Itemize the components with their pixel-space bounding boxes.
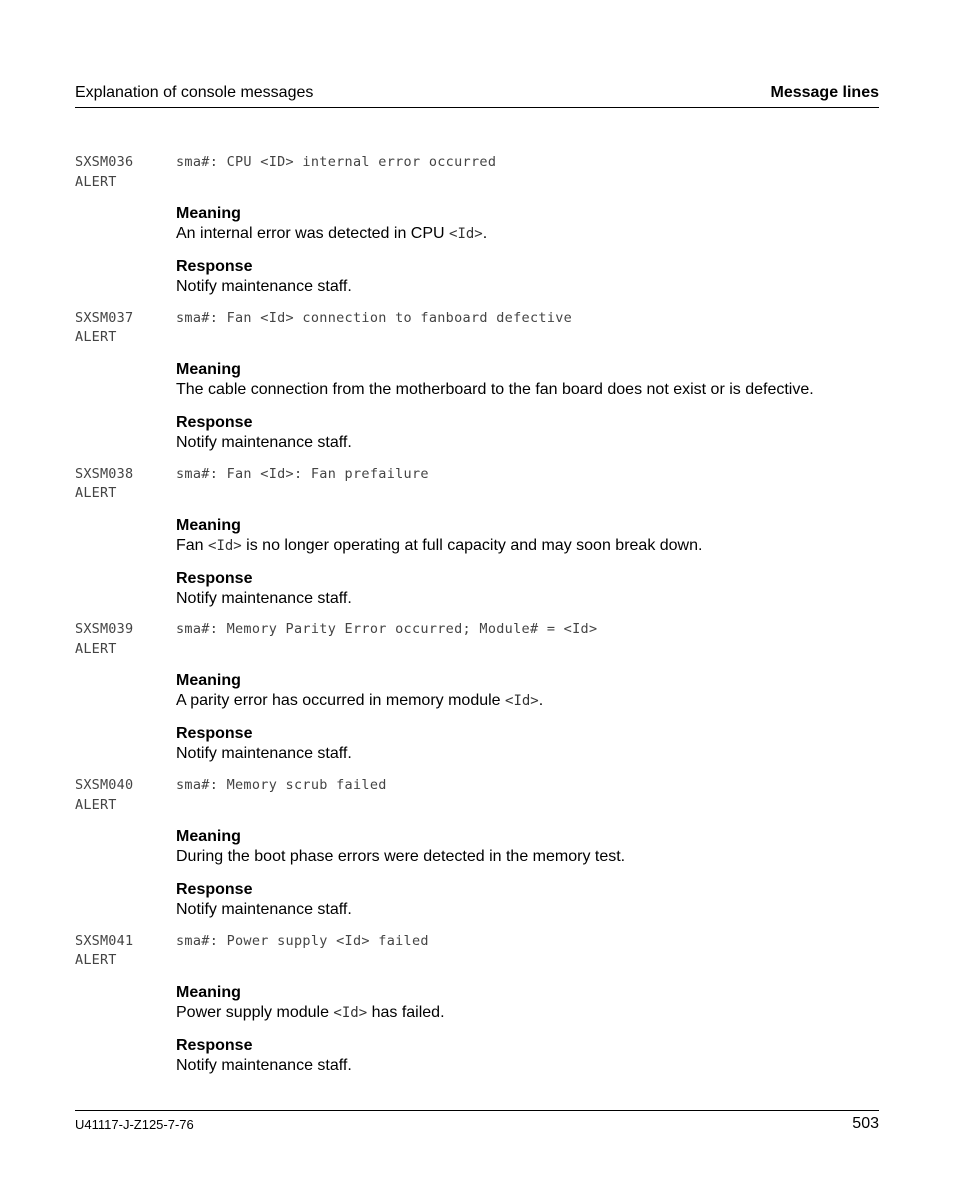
response-text: Notify maintenance staff.	[176, 745, 352, 763]
message-text: sma#: Fan <Id> connection to fanboard defective	[176, 309, 573, 326]
message-id: SXSM036	[75, 154, 134, 170]
meaning-heading: Meaning	[176, 205, 241, 222]
meaning-heading: Meaning	[176, 360, 241, 378]
message-severity: ALERT	[75, 329, 117, 346]
message-entry	[75, 776, 879, 932]
meaning-text: During the boot phase errors were detected in the memory test.	[176, 848, 626, 866]
message-code	[75, 932, 133, 971]
message-severity: ALERT	[75, 485, 117, 502]
meaning-section	[176, 983, 445, 1023]
response-heading: Response	[176, 258, 253, 275]
response-heading: Response	[176, 413, 253, 431]
meaning-text: Fan <Id> is no longer operating at full capacity and may soon break down.	[176, 536, 703, 554]
response-text: Notify maintenance staff.	[176, 433, 352, 451]
id-placeholder: <Id>	[505, 693, 539, 710]
response-text: Notify maintenance staff.	[176, 901, 352, 919]
meaning-text: Power supply module <Id> has failed.	[176, 1003, 445, 1021]
document-id: U41117-J-Z125-7-76	[75, 1117, 194, 1132]
message-text: sma#: Memory Parity Error occurred; Module# = <Id>	[176, 621, 598, 638]
message-list	[75, 153, 879, 1088]
response-section	[176, 880, 352, 920]
message-code	[75, 465, 133, 504]
id-placeholder: <Id>	[333, 1004, 368, 1021]
response-heading: Response	[176, 881, 253, 899]
response-text: Notify maintenance staff.	[176, 1056, 352, 1074]
message-code	[75, 309, 133, 348]
message-entry	[75, 153, 879, 309]
message-severity: ALERT	[75, 640, 117, 657]
meaning-section	[176, 827, 625, 867]
page-number: 503	[852, 1115, 879, 1132]
meaning-heading: Meaning	[176, 516, 241, 534]
header-title: Explanation of console messages	[75, 84, 314, 101]
id-placeholder: <Id>	[208, 537, 242, 554]
response-section	[176, 569, 352, 609]
message-entry	[75, 932, 879, 1088]
meaning-section	[176, 204, 487, 244]
message-code	[75, 620, 133, 659]
header-section: Message lines	[770, 84, 879, 101]
response-text: Notify maintenance staff.	[176, 589, 352, 607]
message-id: SXSM037	[75, 309, 134, 326]
meaning-heading: Meaning	[176, 672, 241, 690]
response-heading: Response	[176, 1036, 253, 1054]
id-placeholder: <Id>	[449, 226, 483, 242]
response-section	[176, 257, 352, 297]
meaning-text: The cable connection from the motherboard to the fan board does not exist or is defective.	[176, 380, 814, 398]
message-text: sma#: Power supply <Id> failed	[176, 932, 429, 949]
message-id: SXSM039	[75, 621, 134, 638]
page-footer	[75, 1110, 879, 1132]
message-severity: ALERT	[75, 796, 117, 813]
message-entry	[75, 620, 879, 776]
meaning-section	[176, 516, 702, 556]
message-code	[75, 776, 133, 815]
meaning-section	[176, 671, 543, 711]
response-heading: Response	[176, 725, 253, 743]
meaning-text: A parity error has occurred in memory module <Id>.	[176, 692, 544, 710]
message-entry	[75, 309, 879, 465]
response-text: Notify maintenance staff.	[176, 278, 352, 295]
meaning-section	[176, 360, 814, 400]
response-section	[176, 413, 352, 453]
meaning-heading: Meaning	[176, 828, 241, 846]
meaning-heading: Meaning	[176, 983, 241, 1001]
response-section	[176, 724, 352, 764]
message-id: SXSM038	[75, 465, 134, 482]
message-severity: ALERT	[75, 173, 117, 190]
message-severity: ALERT	[75, 952, 117, 969]
message-text: sma#: CPU <ID> internal error occurred	[176, 154, 497, 170]
message-text: sma#: Memory scrub failed	[176, 777, 387, 794]
page-header	[75, 84, 879, 108]
message-entry	[75, 465, 879, 621]
message-id: SXSM041	[75, 932, 134, 949]
message-code	[75, 153, 133, 192]
meaning-text: An internal error was detected in CPU <Id>.	[176, 225, 488, 242]
response-heading: Response	[176, 569, 253, 587]
response-section	[176, 1036, 352, 1076]
message-id: SXSM040	[75, 777, 134, 794]
message-text: sma#: Fan <Id>: Fan prefailure	[176, 465, 429, 482]
